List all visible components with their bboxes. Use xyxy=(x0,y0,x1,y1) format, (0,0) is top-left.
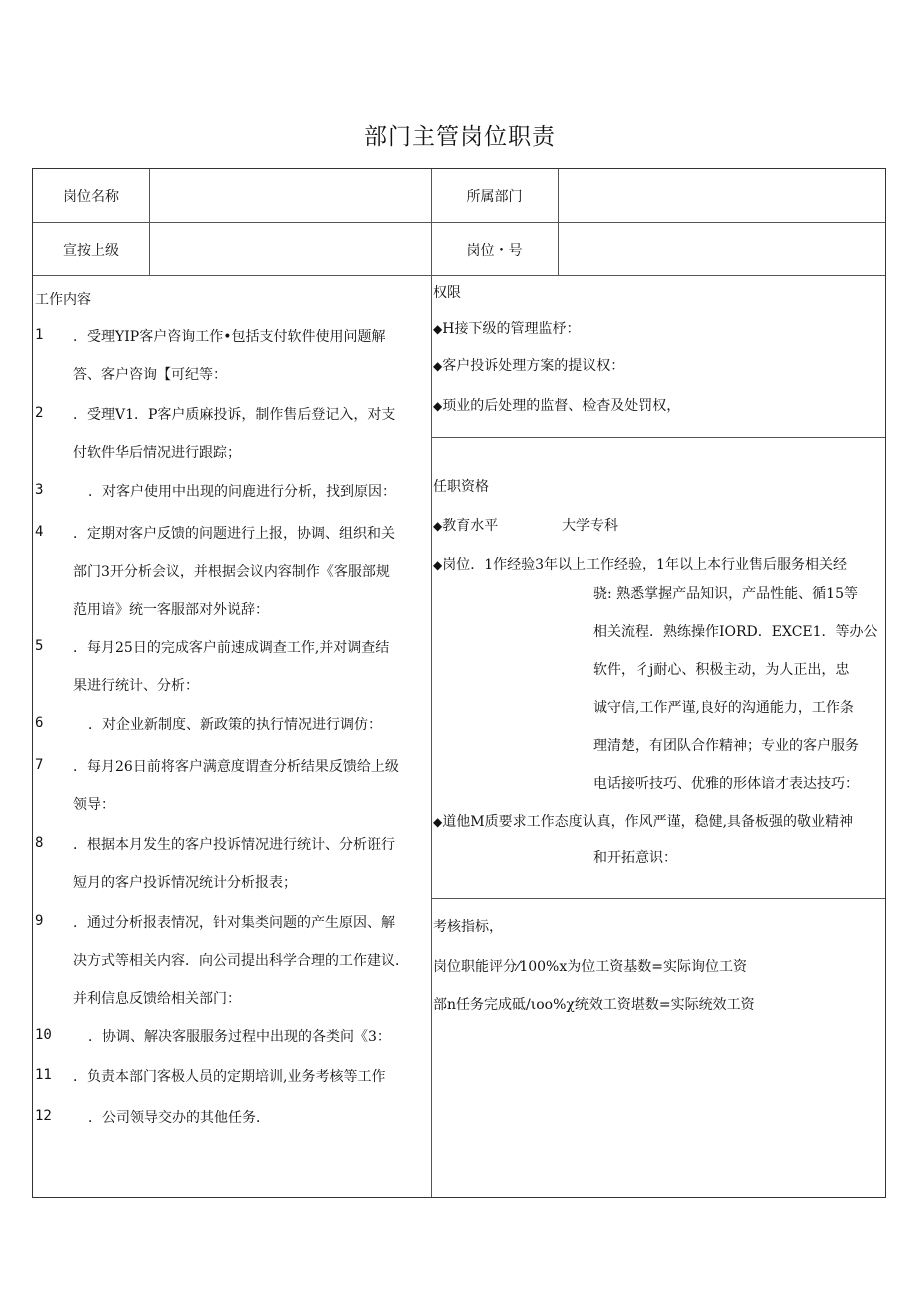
work-item-number: 6 xyxy=(35,715,44,731)
work-item-number: 2 xyxy=(35,405,44,421)
work-item-line: 范用谙》统一客服部对外说辞： xyxy=(73,602,269,618)
work-item-number: 4 xyxy=(35,524,44,540)
experience-first-line: ◆岗位．1作经验3年以上工作经验，1年以上本行业售后服务相关经 xyxy=(433,557,847,573)
work-item-number: 9 xyxy=(35,913,44,929)
work-item-number: 3 xyxy=(35,482,44,498)
kpi-heading: 考核指标， xyxy=(433,919,503,935)
work-item-number: 5 xyxy=(35,638,44,654)
experience-line: 相关流程．熟练操作IORD．EXCE1．等办公 xyxy=(593,624,878,640)
page-title: 部门主管岗位职责 xyxy=(364,124,556,150)
row-divider xyxy=(33,222,885,223)
work-item-line: ．通过分析报表情况，针对集类问题的产生原因、解 xyxy=(73,915,395,931)
diamond-icon: ◆ xyxy=(433,322,443,336)
work-item-number: 12 xyxy=(35,1108,52,1124)
work-item-line: 付软件华后情况进行跟踪； xyxy=(73,445,241,461)
work-item-line: ．定期对客户反馈的问题进行上报，协调、组织和关 xyxy=(73,526,395,542)
work-item-line: 并利信息反馈给相关部门： xyxy=(73,991,241,1007)
work-item-line: 答、客户咨询【可纪等： xyxy=(73,367,227,383)
authority-heading: 权限 xyxy=(433,285,461,301)
row-divider xyxy=(33,275,885,276)
work-item-line: ．受理V1．P客户质麻投诉，制作售后登记入，对支 xyxy=(73,407,396,423)
work-item-line: ．负责本部门客极人员的定期培训,业务考核等工作 xyxy=(73,1069,386,1085)
diamond-icon: ◆ xyxy=(433,815,443,829)
work-item-line: 部门3开分析会议，并根据会议内容制作《客服部规 xyxy=(73,564,390,580)
post-name-label: 岗位名称 xyxy=(63,189,119,205)
authority-item: ◆H接下级的管理监杼： xyxy=(433,321,581,337)
kpi-line: 岗位职能评分⁄100%x为位工资基数=实际询位工资 xyxy=(433,959,747,975)
education-label: 教育水平 xyxy=(442,518,499,534)
col-divider xyxy=(558,169,559,275)
authority-item: ◆客户投诉处理方案的提议权： xyxy=(433,358,625,374)
diamond-icon: ◆ xyxy=(433,519,443,533)
work-item-number: 10 xyxy=(35,1027,52,1043)
work-item-line: 决方式等相关内容．向公司提出科学合理的工作建议． xyxy=(73,953,409,969)
col-divider xyxy=(431,169,432,1197)
dept-label: 所属部门 xyxy=(466,189,523,205)
post-no-label: 岗位・号 xyxy=(466,243,523,259)
work-item-number: 7 xyxy=(35,757,44,773)
diamond-icon: ◆ xyxy=(433,399,443,413)
education-row xyxy=(433,516,498,536)
work-item-line: 短月的客户投诉情况统计分析报表； xyxy=(73,875,297,891)
experience-line: 骁: 熟悉掌握产品知识，产品性能、循15等 xyxy=(593,586,858,602)
work-item-line: ．对企业新制度、新政策的执行情况进行调仿： xyxy=(88,717,382,733)
authority-item: ◆顼业的后处理的监督、检杳及处罚权， xyxy=(433,398,681,414)
kpi-line: 部n任务完成砥/ιoo%χ统效工资堪数=实际统效工资 xyxy=(433,997,755,1013)
qualification-heading: 任职资格 xyxy=(433,479,489,495)
work-item-number: 1 xyxy=(35,327,44,343)
diamond-icon: ◆ xyxy=(433,558,443,572)
experience-line: 理清楚，有团队合作精神；专业的客户服务 xyxy=(593,738,859,754)
work-item-line: ．对客户使用中出现的问鹿进行分析，找到原因： xyxy=(88,484,396,500)
work-item-line: 领导： xyxy=(73,797,115,813)
job-description-table xyxy=(32,168,886,1198)
work-item-line: ．根据本月发生的客户投诉情况进行统计、分析诳行 xyxy=(73,837,395,853)
col-divider xyxy=(149,169,150,275)
work-item-line: ．协调、解决客服服务过程中出现的各类问《3： xyxy=(88,1029,391,1045)
experience-line: 诚守信,工作严谨,良好的沟通能力，工作条 xyxy=(593,700,854,716)
education-value: 大学专科 xyxy=(562,518,618,534)
work-item-line: ．每月25日的完成客户前速成调查工作,并对调查结 xyxy=(73,640,390,656)
work-item-line: ．受理YIP客户咨询工作•包括支付软件使用问题解 xyxy=(73,329,386,345)
superior-label: 宣按上级 xyxy=(63,243,119,259)
row-divider xyxy=(431,898,885,899)
work-item-line: ．每月26日前将客户满意度谓查分析结果反馈给上级 xyxy=(73,759,399,775)
experience-line: 软件，彳j耐心、积极主动，为人正出，忠 xyxy=(593,662,850,678)
moral-first-line: ◆道他M质要求工作态度认真，作风严谨，稳健,具备板强的敬业精神 xyxy=(433,814,854,830)
experience-line: 电话接听技巧、优雅的形体谙才表达技巧： xyxy=(593,776,859,792)
work-item-number: 11 xyxy=(35,1067,52,1083)
work-item-number: 8 xyxy=(35,835,44,851)
work-item-line: ．公司领导交办的其他任务． xyxy=(88,1110,270,1126)
row-divider xyxy=(431,437,885,438)
work-heading: 工作内容 xyxy=(35,292,91,308)
diamond-icon: ◆ xyxy=(433,359,443,373)
moral-line: 和开拓意识： xyxy=(593,850,677,866)
work-item-line: 果进行统计、分析： xyxy=(73,678,199,694)
